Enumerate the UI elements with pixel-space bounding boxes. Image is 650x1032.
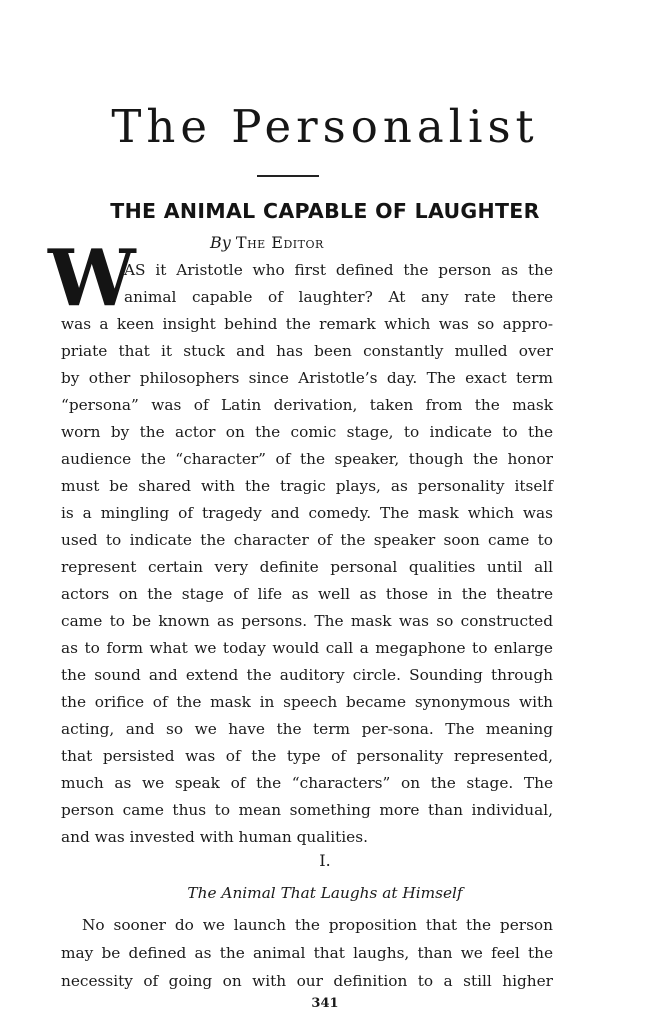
paragraph-line: by other philosophers since Aristotle’s day. The exact term: [61, 369, 553, 387]
paragraph-line: animal capable of laughter? At any rate there: [124, 288, 553, 306]
paragraph-line: actors on the stage of life as well as those in the theatre: [61, 585, 553, 603]
paragraph-line: used to indicate the character of the speaker soon came to: [61, 531, 553, 549]
paragraph-line: worn by the actor on the comic stage, to indicate to the: [61, 423, 553, 441]
article-title: THE ANIMAL CAPABLE OF LAUGHTER: [110, 199, 540, 223]
paragraph-line: came to be known as persons. The mask was so constructed: [61, 612, 553, 630]
paragraph-line: acting, and so we have the term per-sona. The meaning: [61, 720, 553, 738]
journal-title: The Personalist: [111, 100, 539, 153]
paragraph-line: priate that it stuck and has been constantly mulled over: [61, 342, 553, 360]
paragraph-line: AS it Aristotle who first defined the person as the: [124, 261, 553, 279]
paragraph-line: is a mingling of tragedy and comedy. The mask which was: [61, 504, 553, 522]
page-number: 341: [311, 996, 339, 1011]
paragraph-line: much as we speak of the “characters” on the stage. The: [61, 774, 553, 792]
paragraph-line: “persona” was of Latin derivation, taken from the mask: [61, 396, 553, 414]
paragraph-line: necessity of going on with our definition to a still higher: [61, 972, 553, 990]
paragraph-line: the orifice of the mask in speech became synonymous with: [61, 693, 553, 711]
paragraph-line: must be shared with the tragic plays, as personality itself: [61, 477, 553, 495]
paragraph-line: and was invested with human qualities.: [61, 828, 368, 846]
section-title: The Animal That Laughs at Himself: [187, 884, 463, 902]
section-number: I.: [319, 851, 331, 870]
paragraph-line: was a keen insight behind the remark which was so appro-: [61, 315, 553, 333]
byline-author: The Editor: [235, 233, 324, 252]
title-divider: [257, 175, 319, 177]
paragraph-line: as to form what we today would call a megaphone to enlarge: [61, 639, 553, 657]
drop-cap: W: [48, 233, 136, 324]
paragraph-line: that persisted was of the type of personality represented,: [61, 747, 553, 765]
paragraph-line: may be defined as the animal that laughs, than we feel the: [61, 944, 553, 962]
paragraph-line: person came thus to mean something more than individual,: [61, 801, 553, 819]
byline-prefix: By: [210, 233, 231, 252]
paragraph-line: No sooner do we launch the proposition that the person: [82, 916, 553, 934]
paragraph-line: the sound and extend the auditory circle. Sounding through: [61, 666, 553, 684]
byline: [210, 235, 324, 251]
paragraph-line: audience the “character” of the speaker, though the honor: [61, 450, 553, 468]
paragraph-line: represent certain very definite personal qualities until all: [61, 558, 553, 576]
